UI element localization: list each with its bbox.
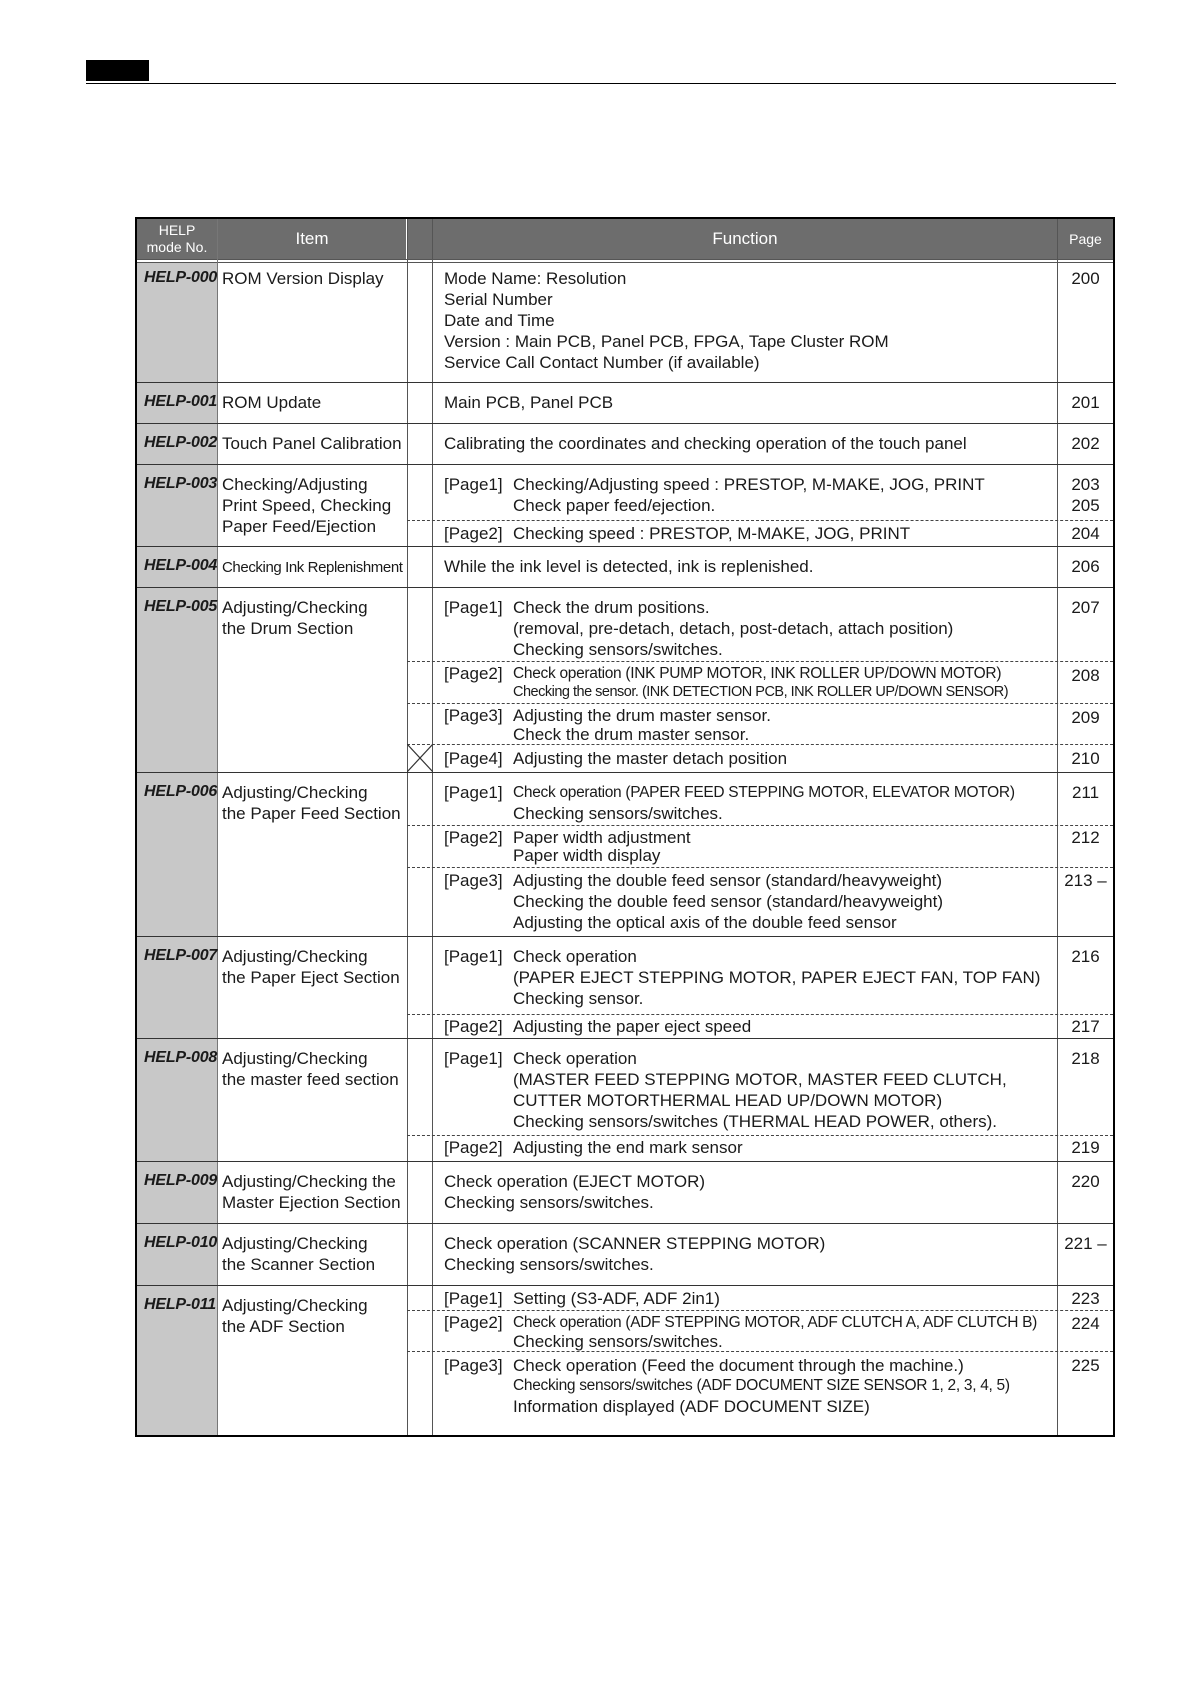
page-number: 203 (1071, 475, 1100, 494)
col-divider (407, 219, 408, 1435)
subrow-separator (407, 825, 1113, 826)
item-label: Adjusting/Checking the (222, 1172, 396, 1191)
function-text: Adjusting the paper eject speed (513, 1017, 752, 1036)
function-text: Check operation (Feed the document through the machine.) (513, 1356, 964, 1375)
function-text: (removal, pre-detach, detach, post-detach, attach position) (513, 619, 954, 638)
function-text: Check the drum master sensor. (513, 725, 750, 744)
function-text: While the ink level is detected, ink is replenished. (444, 557, 814, 576)
col-divider (217, 219, 218, 1435)
item-label: Adjusting/Checking (222, 598, 368, 617)
item-label: Adjusting/Checking (222, 1234, 368, 1253)
row-separator (137, 382, 1113, 383)
function-text: Serial Number (444, 290, 553, 309)
page-number: 218 (1071, 1049, 1100, 1068)
item-label: the master feed section (222, 1070, 399, 1089)
page-number: 202 (1071, 434, 1100, 453)
item-label: Checking/Adjusting (222, 475, 368, 494)
page-tag: [Page1] (444, 1049, 503, 1068)
page-tag: [Page1] (444, 783, 503, 802)
page-number: 225 (1071, 1356, 1100, 1375)
subrow-separator (407, 703, 1113, 704)
help-code: HELP-008 (144, 1049, 218, 1066)
page-tag: [Page2] (444, 828, 503, 847)
row-separator (137, 1223, 1113, 1224)
item-label: the Paper Eject Section (222, 968, 400, 987)
header-rule (86, 83, 1116, 84)
page-tag: [Page2] (444, 1138, 503, 1157)
page-number: 208 (1071, 666, 1100, 685)
function-text: Check operation (513, 1049, 637, 1068)
item-label: Touch Panel Calibration (222, 434, 402, 453)
help-code: HELP-004 (144, 557, 218, 574)
row-separator (137, 546, 1113, 547)
function-text: Date and Time (444, 311, 555, 330)
function-text: (MASTER FEED STEPPING MOTOR, MASTER FEED CLUTCH, (513, 1070, 1007, 1089)
page-tag: [Page3] (444, 871, 503, 890)
item-label: ROM Update (222, 393, 322, 412)
row-separator (137, 587, 1113, 588)
function-text: Check operation (INK PUMP MOTOR, INK ROLLER UP/DOWN MOTOR) (513, 665, 1002, 682)
subrow-separator (407, 1014, 1113, 1015)
function-text: Check operation (EJECT MOTOR) (444, 1172, 706, 1191)
item-label: Adjusting/Checking (222, 947, 368, 966)
function-text: Checking/Adjusting speed : PRESTOP, M-MAKE, JOG, PRINT (513, 475, 985, 494)
col-divider (432, 219, 433, 1435)
function-text: Adjusting the master detach position (513, 749, 788, 768)
function-text: Paper width display (513, 846, 661, 865)
function-text: Main PCB, Panel PCB (444, 393, 614, 412)
page-number: 200 (1071, 269, 1100, 288)
header-rule-1 (137, 259, 1113, 260)
page-number: 211 (1071, 783, 1100, 802)
row-separator (137, 1161, 1113, 1162)
header-function: Function (433, 219, 1057, 259)
help-code: HELP-010 (144, 1234, 218, 1251)
subrow-separator (407, 520, 1113, 521)
function-text: Adjusting the optical axis of the double feed sensor (513, 913, 897, 932)
function-text: Adjusting the drum master sensor. (513, 706, 771, 725)
page-number: 216 (1071, 947, 1100, 966)
page-number: 212 (1071, 828, 1100, 847)
row-separator (137, 772, 1113, 773)
header-blank (407, 219, 432, 259)
help-code: HELP-002 (144, 434, 218, 451)
page-tag: [Page1] (444, 947, 503, 966)
row-separator (137, 1038, 1113, 1039)
function-text: Checking sensors/switches (ADF DOCUMENT SIZE SENSOR 1, 2, 3, 4, 5) (513, 1377, 1010, 1394)
function-text: Checking sensors/switches. (444, 1255, 654, 1274)
function-text: Calibrating the coordinates and checking operation of the touch panel (444, 434, 967, 453)
function-text: Checking the sensor. (INK DETECTION PCB, INK ROLLER UP/DOWN SENSOR) (513, 684, 1009, 700)
page-number: 205 (1071, 496, 1100, 515)
function-text: Checking sensors/switches. (513, 1332, 723, 1351)
help-code: HELP-003 (144, 475, 218, 492)
help-code: HELP-005 (144, 598, 218, 615)
function-text: Check the drum positions. (513, 598, 710, 617)
help-code: HELP-001 (144, 393, 218, 410)
subrow-separator (407, 661, 1113, 662)
function-text: Paper width adjustment (513, 828, 691, 847)
function-text: Version : Main PCB, Panel PCB, FPGA, Tape Cluster ROM (444, 332, 889, 351)
header-rule-2 (137, 262, 1113, 263)
page-number: 209 (1071, 708, 1100, 727)
item-label: Adjusting/Checking (222, 1049, 368, 1068)
page-tag: [Page2] (444, 1017, 503, 1036)
row-separator (137, 1285, 1113, 1286)
function-text: Check operation (SCANNER STEPPING MOTOR) (444, 1234, 826, 1253)
function-text: Mode Name: Resolution (444, 269, 627, 288)
subrow-separator (407, 1310, 1113, 1311)
function-text: Adjusting the double feed sensor (standard/heavyweight) (513, 871, 943, 890)
function-text: Checking sensors/switches (THERMAL HEAD POWER, others). (513, 1112, 997, 1131)
page-number: 207 (1071, 598, 1100, 617)
page-number: 217 (1071, 1017, 1100, 1036)
help-code: HELP-000 (144, 269, 218, 286)
page-number: 219 (1071, 1138, 1100, 1157)
page-number: 221 – (1064, 1234, 1107, 1253)
item-label: Paper Feed/Ejection (222, 517, 377, 536)
item-label: Master Ejection Section (222, 1193, 401, 1212)
page-number: 201 (1071, 393, 1100, 412)
function-text: Check operation (513, 947, 637, 966)
function-text: (PAPER EJECT STEPPING MOTOR, PAPER EJECT FAN, TOP FAN) (513, 968, 1041, 987)
item-label: the Paper Feed Section (222, 804, 401, 823)
page-number: 213 – (1064, 871, 1107, 890)
subrow-separator (407, 867, 1113, 868)
page-tag: [Page4] (444, 749, 503, 768)
function-text: CUTTER MOTORTHERMAL HEAD UP/DOWN MOTOR) (513, 1091, 943, 1110)
page-tag: [Page3] (444, 1356, 503, 1375)
page-tag: [Page2] (444, 664, 503, 683)
item-label: ROM Version Display (222, 269, 384, 288)
function-text: Information displayed (ADF DOCUMENT SIZE) (513, 1397, 870, 1416)
page-tag: [Page1] (444, 475, 503, 494)
header-page: Page (1058, 219, 1113, 259)
help-code: HELP-006 (144, 783, 218, 800)
function-text: Checking sensors/switches. (513, 804, 723, 823)
item-label: Checking Ink Replenishment (222, 559, 403, 576)
page-tag: [Page1] (444, 1289, 503, 1308)
page-number: 206 (1071, 557, 1100, 576)
function-text: Check operation (ADF STEPPING MOTOR, ADF CLUTCH A, ADF CLUTCH B) (513, 1314, 1037, 1331)
help-code: HELP-011 (144, 1296, 216, 1313)
function-text: Adjusting the end mark sensor (513, 1138, 743, 1157)
function-text: Checking sensors/switches. (444, 1193, 654, 1212)
page-number: 224 (1071, 1314, 1100, 1333)
row-separator (137, 423, 1113, 424)
row-separator (137, 464, 1113, 465)
page-number: 223 (1071, 1289, 1100, 1308)
item-label: Adjusting/Checking (222, 1296, 368, 1315)
page-number: 204 (1071, 524, 1100, 543)
function-text: Check operation (PAPER FEED STEPPING MOTOR, ELEVATOR MOTOR) (513, 784, 1015, 801)
function-text: Checking speed : PRESTOP, M-MAKE, JOG, PRINT (513, 524, 911, 543)
item-label: Adjusting/Checking (222, 783, 368, 802)
item-label: the Scanner Section (222, 1255, 376, 1274)
page-tag: [Page2] (444, 524, 503, 543)
subrow-separator (407, 1135, 1113, 1136)
page-tag: [Page1] (444, 598, 503, 617)
page-number: 210 (1071, 749, 1100, 768)
header-help-mode: HELP mode No. (137, 219, 217, 259)
function-text: Checking the double feed sensor (standard/heavyweight) (513, 892, 943, 911)
not-applicable-cross-icon (407, 744, 433, 772)
page-number: 220 (1071, 1172, 1100, 1191)
function-text: Check paper feed/ejection. (513, 496, 716, 515)
help-code: HELP-007 (144, 947, 218, 964)
function-text: Service Call Contact Number (if available) (444, 353, 760, 372)
help-code: HELP-009 (144, 1172, 218, 1189)
function-text: Setting (S3-ADF, ADF 2in1) (513, 1289, 720, 1308)
item-label: the Drum Section (222, 619, 354, 638)
function-text: Checking sensor. (513, 989, 644, 1008)
page-tag: [Page3] (444, 706, 503, 725)
row-separator (137, 936, 1113, 937)
header-item: Item (218, 219, 406, 259)
function-text: Checking sensors/switches. (513, 640, 723, 659)
header-tab-mark (86, 60, 149, 81)
page-tag: [Page2] (444, 1313, 503, 1332)
item-label: Print Speed, Checking (222, 496, 392, 515)
item-label: the ADF Section (222, 1317, 345, 1336)
help-mode-table (135, 217, 1115, 1437)
